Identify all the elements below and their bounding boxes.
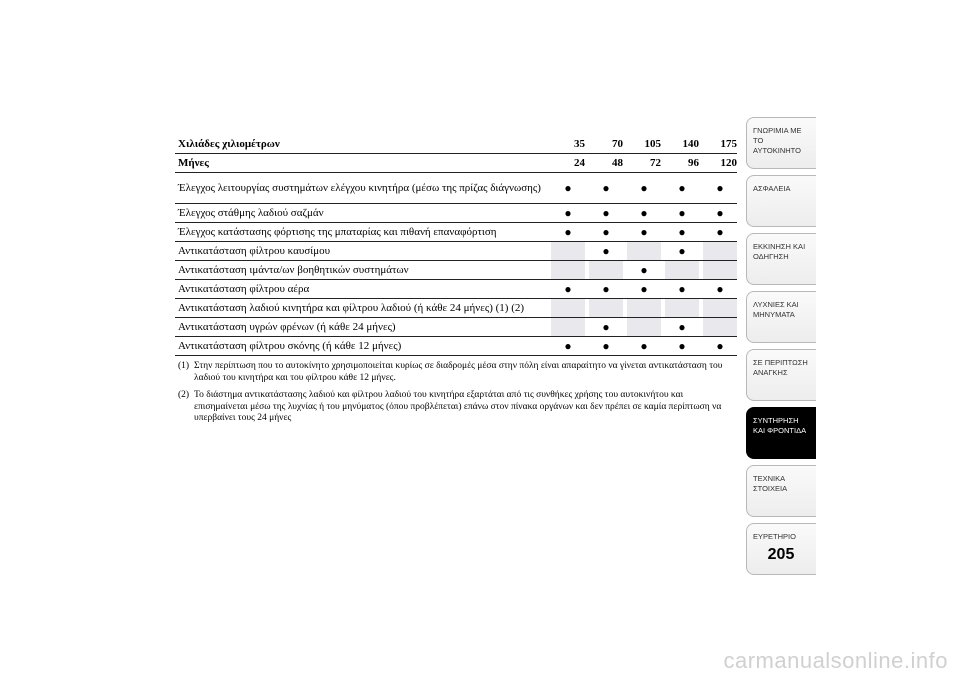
interval-dot: ● (589, 223, 623, 242)
footnote-number: (2) (178, 390, 190, 400)
operation-label: Έλεγχος κατάστασης φόρτισης της μπαταρίας και πιθανή επαναφόρτιση (175, 223, 551, 242)
schedule-row (175, 261, 737, 280)
months-header-row (175, 154, 737, 173)
tab-emergency[interactable]: ΣΕ ΠΕΡΙΠΤΩΣΗ ΑΝΑΓΚΗΣ (746, 349, 816, 401)
interval-dot: ● (627, 337, 661, 356)
maintenance-schedule-table (175, 135, 737, 356)
operation-label: Αντικατάσταση λαδιού κινητήρα και φίλτρου λαδιού (ή κάθε 24 μήνες) (1) (2) (175, 299, 551, 318)
interval-dot: ● (589, 318, 623, 337)
months-value: 72 (627, 154, 661, 173)
watermark: carmanualsonline.info (723, 648, 948, 673)
km-value: 70 (589, 135, 623, 154)
interval-dot: ● (665, 204, 699, 223)
interval-empty (589, 261, 623, 280)
interval-empty (627, 242, 661, 261)
interval-dot: ● (627, 223, 661, 242)
interval-dot: ● (589, 204, 623, 223)
interval-dot: ● (551, 173, 585, 204)
interval-empty (551, 261, 585, 280)
interval-empty (703, 261, 737, 280)
footnote-text: Στην περίπτωση που το αυτοκίνητο χρησιμοποιείται κυρίως σε διαδρομές μέσα στην πόλη είναι απαραίτητο να γίνεται αντικατάσταση του λαδιού του κινητήρα και του φίλτρου κάθε 12 μήνες. (194, 361, 723, 383)
km-value: 35 (551, 135, 585, 154)
interval-dot: ● (665, 223, 699, 242)
km-value: 140 (665, 135, 699, 154)
months-value: 96 (665, 154, 699, 173)
interval-dot: ● (665, 280, 699, 299)
months-value: 24 (551, 154, 585, 173)
interval-empty (551, 318, 585, 337)
operation-label: Αντικατάσταση φίλτρου αέρα (175, 280, 551, 299)
schedule-row (175, 299, 737, 318)
tab-index[interactable]: ΕΥΡΕΤΗΡΙΟ (746, 523, 816, 575)
footnote-text: Το διάστημα αντικατάστασης λαδιού και φίλτρου λαδιού του κινητήρα εξαρτάται από τις συνθήκες χρήσης του αυτοκινήτου και επισημαίνεται μέσω της λυχνίας ή του μηνύματος (όπου προβλέπεται) επάνω στον πίνακα οργάνων και δεν πρέπει σε καμία περίπτωση να υπερβαίνει τους 24 μήνες (194, 390, 722, 423)
interval-empty (703, 299, 737, 318)
schedule-row (175, 318, 737, 337)
interval-dot: ● (589, 173, 623, 204)
interval-dot: ● (665, 242, 699, 261)
schedule-row (175, 173, 737, 204)
interval-dot: ● (665, 173, 699, 204)
interval-dot: ● (703, 204, 737, 223)
interval-dot: ● (703, 337, 737, 356)
footnotes (178, 361, 738, 431)
footnote (178, 390, 738, 425)
interval-dot: ● (703, 173, 737, 204)
interval-empty (703, 242, 737, 261)
chapter-tabs (746, 117, 816, 581)
months-value: 48 (589, 154, 623, 173)
schedule-row (175, 204, 737, 223)
tab-warnings[interactable]: ΛΥΧΝΙΕΣ ΚΑΙ ΜΗΝΥΜΑΤΑ (746, 291, 816, 343)
interval-dot: ● (589, 337, 623, 356)
km-value: 175 (703, 135, 737, 154)
interval-dot: ● (627, 173, 661, 204)
interval-empty (665, 299, 699, 318)
interval-empty (589, 299, 623, 318)
tab-safety[interactable]: ΑΣΦΑΛΕΙΑ (746, 175, 816, 227)
operation-label: Αντικατάσταση φίλτρου σκόνης (ή κάθε 12 μήνες) (175, 337, 551, 356)
interval-dot: ● (627, 204, 661, 223)
km-header-row (175, 135, 737, 154)
months-value: 120 (703, 154, 737, 173)
interval-empty (627, 299, 661, 318)
interval-empty (627, 318, 661, 337)
km-value: 105 (627, 135, 661, 154)
footnote (178, 361, 738, 384)
operation-label: Έλεγχος στάθμης λαδιού σαζμάν (175, 204, 551, 223)
interval-dot: ● (703, 280, 737, 299)
interval-dot: ● (551, 280, 585, 299)
interval-dot: ● (627, 280, 661, 299)
interval-dot: ● (551, 223, 585, 242)
schedule-row (175, 280, 737, 299)
interval-dot: ● (703, 223, 737, 242)
operation-label: Έλεγχος λειτουργίας συστημάτων ελέγχου κινητήρα (μέσω της πρίζας διάγνωσης) (175, 173, 551, 204)
operation-label: Αντικατάσταση ιμάντα/ων βοηθητικών συστημάτων (175, 261, 551, 280)
interval-dot: ● (665, 337, 699, 356)
tab-intro[interactable]: ΓΝΩΡΙΜΙΑ ΜΕ ΤΟ ΑΥΤΟΚΙΝΗΤΟ (746, 117, 816, 169)
interval-empty (551, 299, 585, 318)
schedule-row (175, 337, 737, 356)
interval-dot: ● (551, 337, 585, 356)
tab-technical[interactable]: ΤΕΧΝΙΚΑ ΣΤΟΙΧΕΙΑ (746, 465, 816, 517)
km-header-label: Χιλιάδες χιλιομέτρων (175, 135, 551, 154)
interval-empty (665, 261, 699, 280)
tab-maintenance[interactable]: ΣΥΝΤΗΡΗΣΗ ΚΑΙ ΦΡΟΝΤΙΔΑ (746, 407, 816, 459)
tab-driving[interactable]: ΕΚΚΙΝΗΣΗ ΚΑΙ ΟΔΗΓΗΣΗ (746, 233, 816, 285)
footnote-number: (1) (178, 361, 190, 371)
interval-dot: ● (627, 261, 661, 280)
interval-empty (703, 318, 737, 337)
months-header-label: Μήνες (175, 154, 551, 173)
operation-label: Αντικατάσταση υγρών φρένων (ή κάθε 24 μήνες) (175, 318, 551, 337)
interval-dot: ● (665, 318, 699, 337)
interval-dot: ● (589, 280, 623, 299)
interval-dot: ● (551, 204, 585, 223)
schedule-row (175, 242, 737, 261)
interval-empty (551, 242, 585, 261)
page-number: 205 (767, 546, 795, 563)
interval-dot: ● (589, 242, 623, 261)
operation-label: Αντικατάσταση φίλτρου καυσίμου (175, 242, 551, 261)
schedule-row (175, 223, 737, 242)
